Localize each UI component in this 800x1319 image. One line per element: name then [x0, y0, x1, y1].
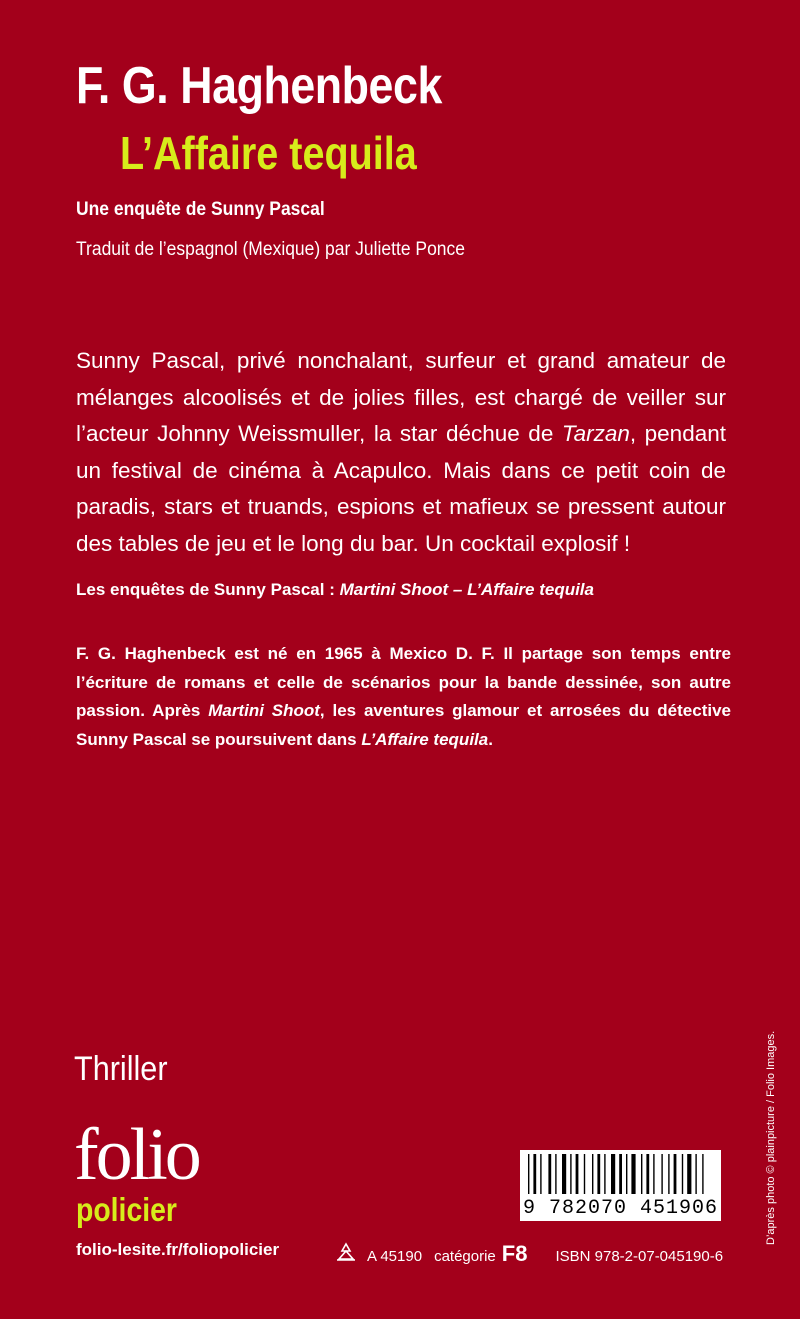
- blurb-text-part-2: , pendant un festival de cinéma à Acapulco. Mais dans ce petit coin de paradis, stars et truands, espions et mafieux se pressent autour des tables de jeu et le long du bar. Un cocktail explosif !: [76, 421, 726, 556]
- barcode-bar: [687, 1154, 691, 1194]
- barcode-digits: 9 782070 451906: [522, 1197, 719, 1220]
- barcode-bar: [702, 1154, 703, 1194]
- barcode-bar: [562, 1154, 566, 1194]
- barcode-bar: [668, 1154, 669, 1194]
- translator-credit: Traduit de l’espagnol (Mexique) par Juliette Ponce: [76, 239, 465, 260]
- barcode-bar: [576, 1154, 579, 1194]
- barcode-bar: [533, 1154, 536, 1194]
- folio-logo: folio: [74, 1114, 199, 1196]
- publisher-mark-icon: [335, 1242, 357, 1262]
- series-label: Les enquêtes de Sunny Pascal :: [76, 580, 340, 599]
- series-line: [76, 580, 594, 600]
- barcode-bar: [619, 1154, 622, 1194]
- barcode-bar: [528, 1154, 529, 1194]
- series-books: Martini Shoot – L’Affaire tequila: [339, 580, 594, 599]
- barcode-bar: [570, 1154, 571, 1194]
- barcode-bar: [661, 1154, 662, 1194]
- barcode-bar: [604, 1154, 605, 1194]
- bio-part-1: F. G. Haghenbeck est né en 1965 à Mexico D. F. Il partage son temps entre l’écriture de romans et celle de scénarios pour la bande dessinée, son autre passion. Après: [76, 644, 731, 720]
- photo-credit: D’après photo © plainpicture / Folio Images.: [765, 1030, 777, 1245]
- barcode-bar: [584, 1154, 585, 1194]
- barcode-bar: [641, 1154, 642, 1194]
- author-bio: [76, 640, 731, 754]
- blurb-text-part-1: Sunny Pascal, privé nonchalant, surfeur et grand amateur de mélanges alcoolisés et de jolies filles, est chargé de veiller sur l’acteur Johnny Weissmuller, la star déchue de: [76, 348, 726, 446]
- barcode-bar: [548, 1154, 551, 1194]
- barcode: [520, 1150, 721, 1221]
- barcode-bar: [646, 1154, 649, 1194]
- barcode-bar: [695, 1154, 696, 1194]
- author-name: F. G. Haghenbeck: [76, 57, 442, 115]
- genre-label: Thriller: [74, 1050, 168, 1088]
- barcode-bar: [592, 1154, 593, 1194]
- barcode-bar: [540, 1154, 541, 1194]
- isbn-number: ISBN 978-2-07-045190-6: [555, 1248, 724, 1265]
- barcode-bar: [631, 1154, 635, 1194]
- category-code: F8: [501, 1241, 528, 1266]
- barcode-bar: [682, 1154, 683, 1194]
- category-label: catégorie: [434, 1248, 496, 1265]
- barcode-bar: [555, 1154, 556, 1194]
- blurb-paragraph: [76, 343, 726, 562]
- blurb-text-italic: Tarzan: [561, 421, 630, 446]
- bio-part-2: , les aventures glamour et arrosées du détective Sunny Pascal se poursuivent dans: [76, 701, 731, 749]
- barcode-bar: [674, 1154, 677, 1194]
- bio-part-3: .: [488, 729, 493, 749]
- barcode-bar: [626, 1154, 627, 1194]
- book-title: L’Affaire tequila: [120, 127, 417, 179]
- publication-info: [335, 1241, 724, 1266]
- book-subtitle: Une enquête de Sunny Pascal: [76, 199, 325, 220]
- bio-italic-1: Martini Shoot: [208, 701, 320, 720]
- barcode-bar: [653, 1154, 654, 1194]
- website-link[interactable]: folio-lesite.fr/foliopolicier: [76, 1240, 280, 1259]
- publication-code: A 45190: [367, 1248, 423, 1265]
- barcode-bar: [597, 1154, 600, 1194]
- barcode-bars: [520, 1150, 721, 1198]
- policier-logo: policier: [76, 1191, 177, 1228]
- barcode-bar: [611, 1154, 615, 1194]
- bio-italic-2: L’Affaire tequila: [361, 729, 489, 749]
